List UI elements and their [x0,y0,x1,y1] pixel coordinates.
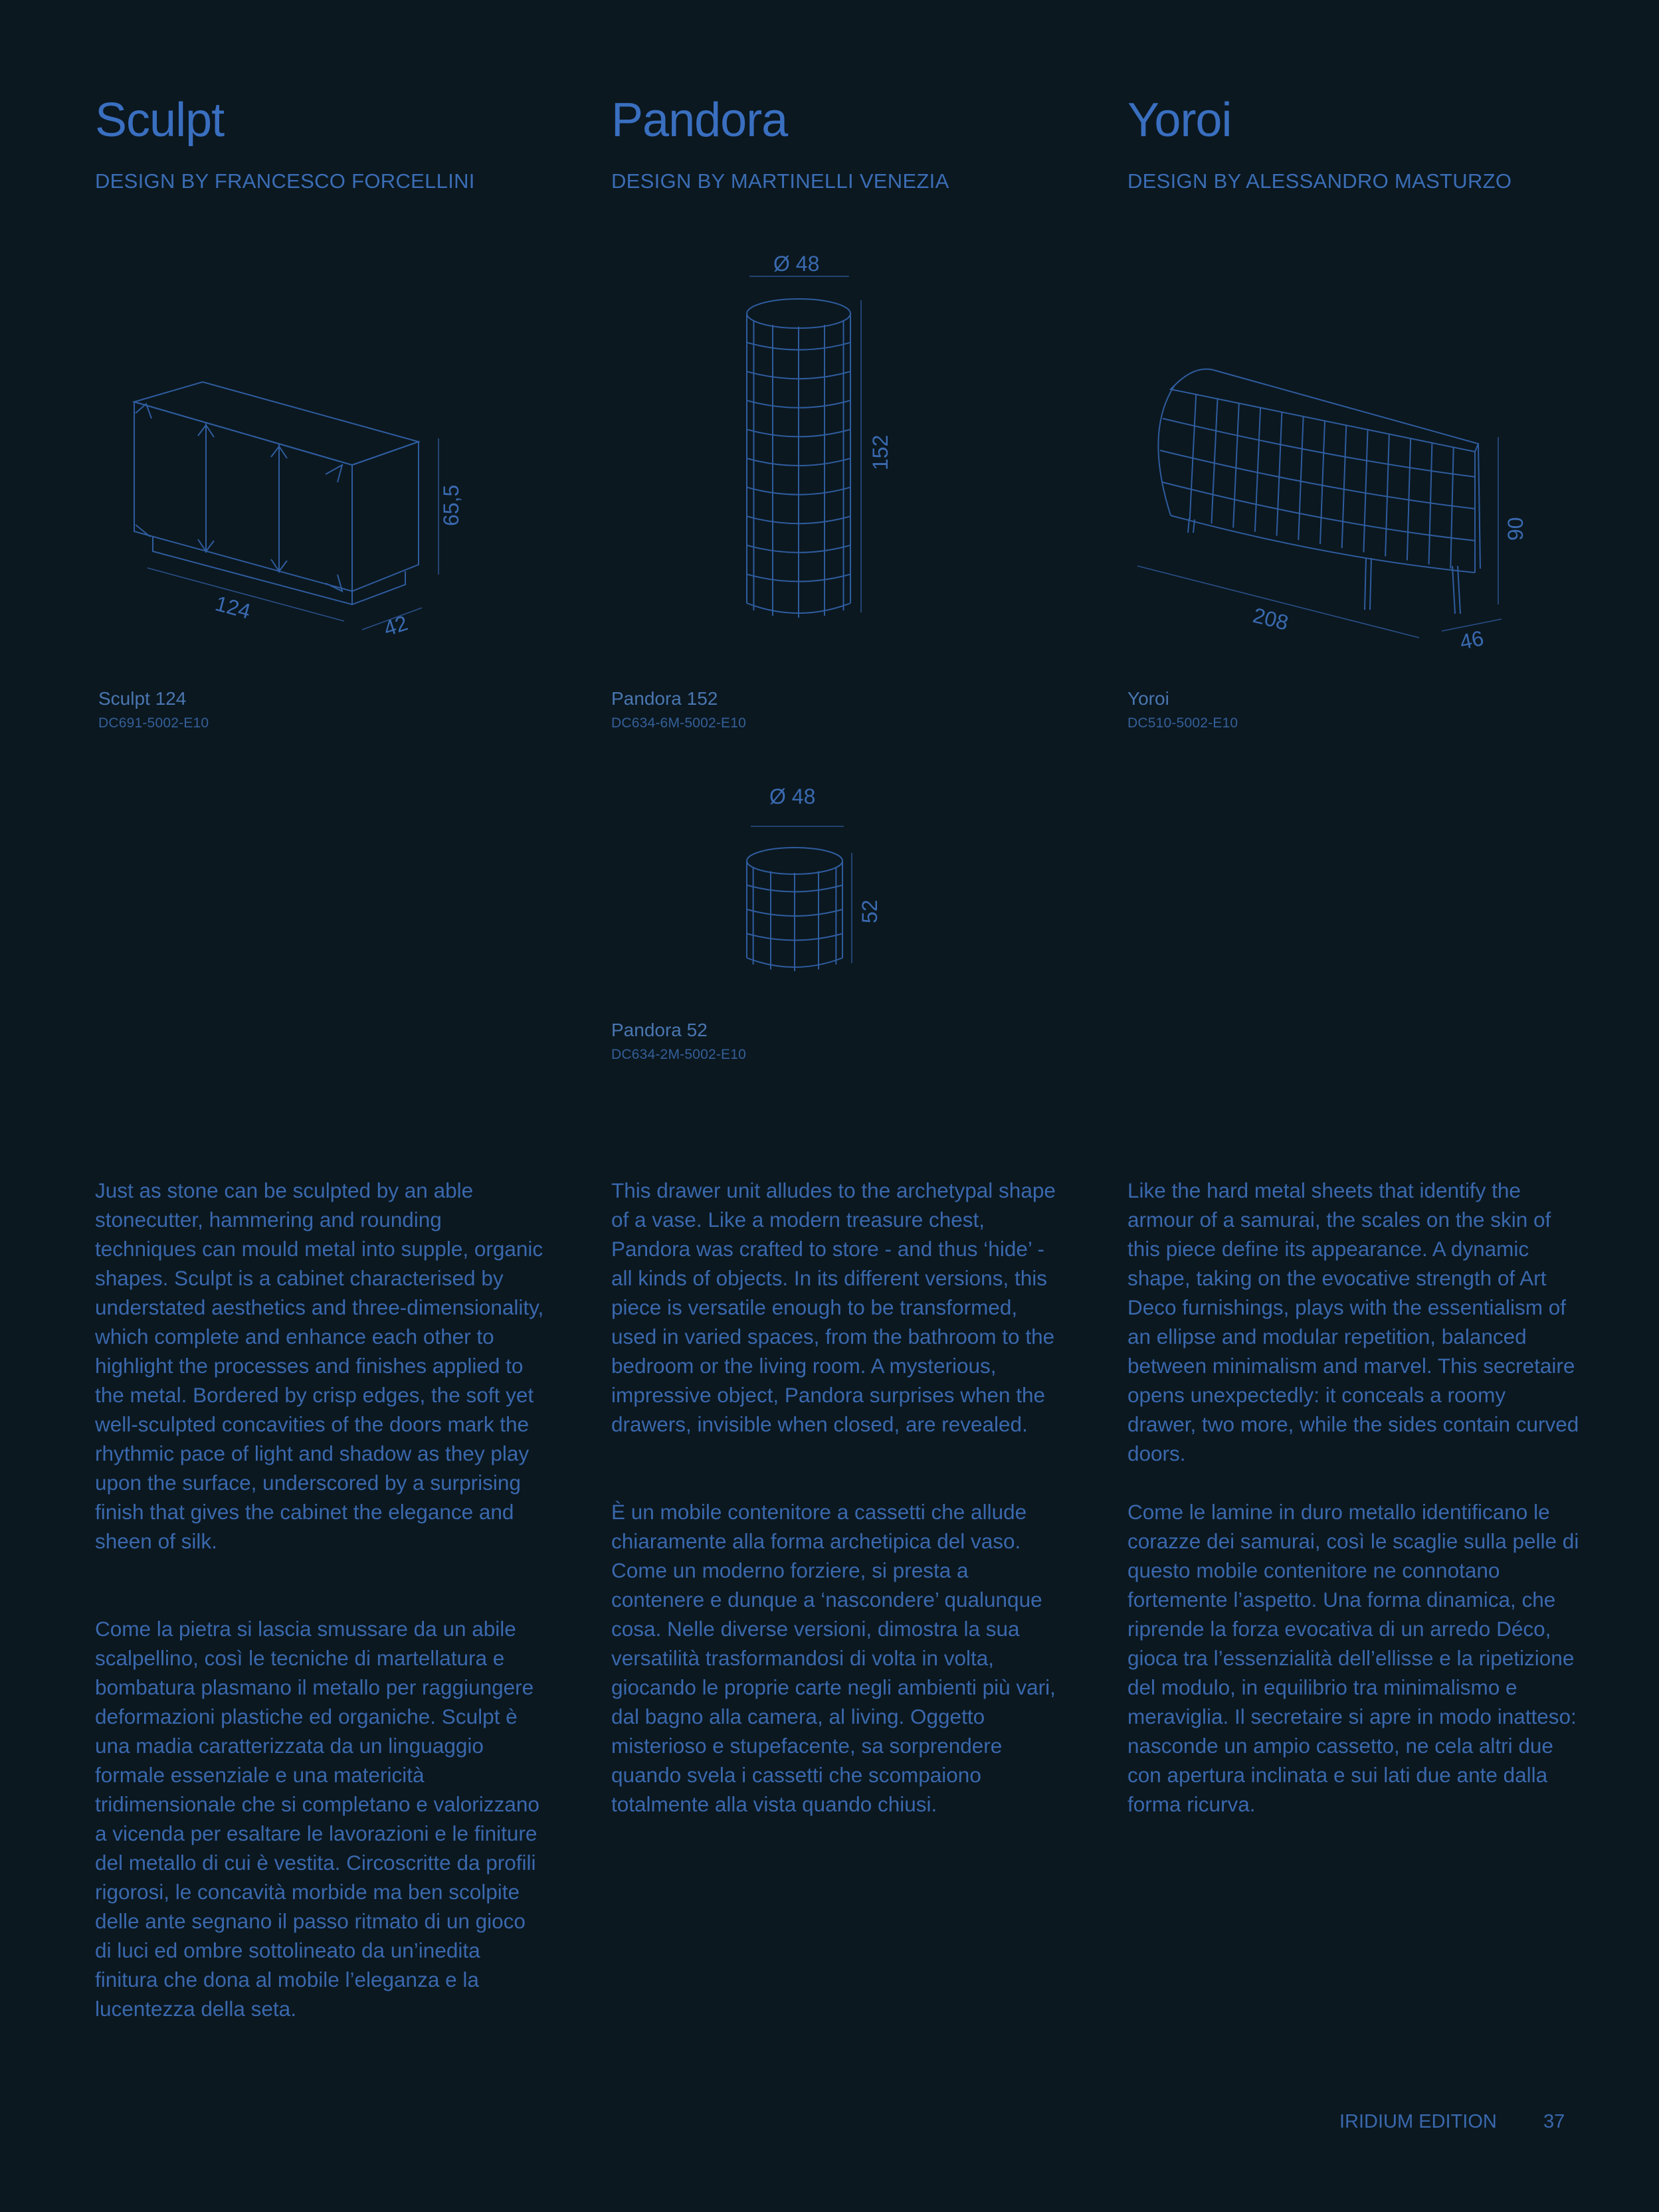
product-title: Sculpt [95,94,225,147]
drawing-line [1385,434,1389,556]
drawing-line [1320,420,1325,544]
variant-name: Pandora 52 [611,1020,708,1040]
drawing-line [1233,403,1239,527]
dim-depth-label: 42 [381,610,411,641]
drawing-line [1363,429,1367,552]
variant-name: Pandora 152 [611,688,718,709]
designer-credit: DESIGN BY MARTINELLI VENEZIA [611,169,949,193]
description-italian: È un mobile contenitore a cassetti che allude chiaramente alla forma archetipica del vaso. Come un moderno forziere, si presta a contenere e dunque a ‘nascondere’ qualunque cosa. Nelle diverse versioni, dimostra la sua versatilità trasformandosi di volta in volta, giocando le proprie carte negli ambienti più vari, dal bagno alla camera, al living. Oggetto misterioso e stupefacente, sa sorprendere quando svela i cassetti che scompaiono totalmente alla vista quando chiusi. [611,1500,1056,1816]
dim-diameter-label: Ø 48 [773,252,820,276]
page-number: 37 [1543,2111,1565,2132]
variant-code: DC510-5002-E10 [1127,715,1238,731]
pandora-152-drawing [731,246,904,624]
product-title: Yoroi [1127,94,1232,147]
drawing-line [1255,407,1260,532]
variant-code: DC691-5002-E10 [98,715,209,731]
yoroi-drawing [1129,359,1555,664]
drawing-line [1211,398,1217,523]
edition-label: IRIDIUM EDITION [1339,2111,1497,2132]
designer-credit: DESIGN BY ALESSANDRO MASTURZO [1127,169,1512,193]
yoroi-secretaire-sketch [1129,359,1555,664]
drawing-line [1277,412,1282,536]
variant-code: DC634-2M-5002-E10 [611,1047,747,1062]
drawing-line [1298,416,1303,540]
dim-height-label: 65,5 [439,484,463,526]
drawing-line [1450,447,1453,569]
dim-diameter-label: Ø 48 [769,784,816,808]
sculpt-drawing [126,372,498,651]
drawing-line [1190,394,1197,519]
description-italian: Come la pietra si lascia smussare da un abile scalpellino, così le tecniche di martellatura e bombatura plasmano il metallo per raggiungere deformazioni plastiche ed organiche. Sculpt è una madia caratterizzata da un linguaggio formale essenziale e una matericità tridimensionale che si completano e valorizzano a vicenda per esaltare le lavorazioni e le finiture del metallo di cui è vestita. Circoscritte da profili rigorosi, le concavità morbide ma ben scolpite delle ante segnano il passo ritmato di un gioco di luci ed ombre sottolineato da un’inedita finitura che dona al mobile l’eleganza e la lucentezza della seta. [95,1617,539,2021]
dim-width-label: 208 [1250,602,1291,635]
sculpt-cabinet-sketch [126,372,498,651]
description-english: Just as stone can be sculpted by an able stonecutter, hammering and rounding techniques can mould metal into supple, organic shapes. Sculpt is a cabinet characterised by understated aesthetics and three-dimensionality, which complete and enhance each other to highlight the processes and finishes applied to the metal. Bordered by crisp edges, the soft yet well-sculpted concavities of the doors mark the rhythmic pace of light and shadow as they play upon the surface, underscored by a surprising finish that gives the cabinet the elegance and sheen of silk. [95,1178,544,1553]
variant-code: DC634-6M-5002-E10 [611,715,747,731]
dim-depth-label: 46 [1457,626,1486,654]
variant-name: Yoroi [1127,688,1169,709]
description-english: Like the hard metal sheets that identify the armour of a samurai, the scales on the skin of this piece define its appearance. A dynamic shape, taking on the evocative strength of Art Deco furnishings, plays with the essentialism of an ellipse and modular repetition, balanced between minimalism and marvel. This secretaire opens unexpectedly: it conceals a roomy drawer, two more, while the sides contain curved doors. [1127,1178,1579,1465]
pandora-152-sketch [731,246,904,624]
pandora-52-drawing [737,784,897,976]
designer-credit: DESIGN BY FRANCESCO FORCELLINI [95,169,475,193]
product-title: Pandora [611,94,788,147]
drawing-line [1342,425,1347,548]
description-italian: Come le lamine in duro metallo identificano le corazze dei samurai, così le scaglie sulla pelle di questo mobile contenitore ne connotano fortemente l’aspetto. Una forma dinamica, che riprende la forza evocativa di un arredo Déco, gioca tra l’essenzialità dell’ellisse e la ripetizione del modulo, in equilibrio tra minimalismo e meraviglia. Il secretaire si apre in modo inatteso: nasconde un ampio cassetto, ne cela altri due con apertura inclinata e sui lati due ante dalla forma ricurva. [1127,1500,1579,1816]
dim-height-label: 52 [858,899,882,923]
variant-name: Sculpt 124 [98,688,187,709]
dim-width-label: 124 [213,591,254,624]
description-english: This drawer unit alludes to the archetypal shape of a vase. Like a modern treasure chest, Pandora was crafted to store - and thus ‘hide’ - all kinds of objects. In its different versions, this piece is versatile enough to be transformed, used in varied spaces, from the bathroom to the bedroom or the living room. A mysterious, impressive object, Pandora surprises when the drawers, invisible when closed, are revealed. [611,1178,1056,1436]
pandora-52-sketch [737,784,897,976]
dim-height-label: 90 [1504,517,1527,541]
dim-height-label: 152 [868,434,892,470]
